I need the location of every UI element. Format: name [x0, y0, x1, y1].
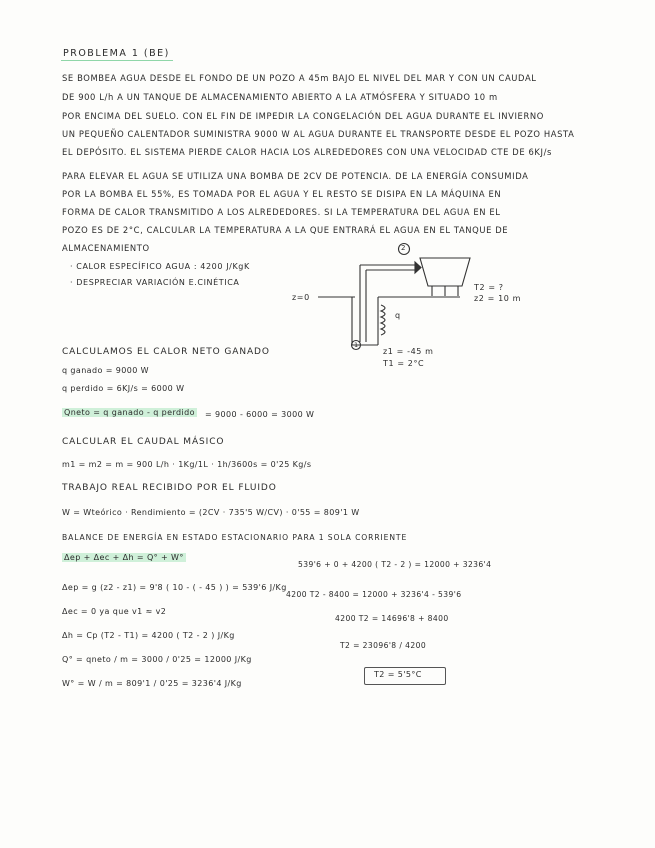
- statement-line: SE BOMBEA AGUA DESDE EL FONDO DE UN POZO A 45m BAJO EL NIVEL DEL MAR Y CON UN CAUDAL: [62, 73, 537, 83]
- label-heat: q: [395, 311, 401, 320]
- q-net: Qneto = q ganado - q perdido: [64, 408, 195, 417]
- mass-flow-formula: m1 = m2 = m = 900 L/h · 1Kg/1L · 1h/3600s = 0'25 Kg/s: [62, 460, 312, 469]
- node-1-label: 1: [354, 341, 359, 349]
- resolution-step-4: T2 = 23096'8 / 4200: [340, 641, 427, 650]
- section-mass-flow-heading: CALCULAR EL CAUDAL MÁSICO: [62, 437, 225, 447]
- statement-line: EL DEPÓSITO. EL SISTEMA PIERDE CALOR HACIA LOS ALREDEDORES CON UNA VELOCIDAD CTE DE 6KJ/s: [62, 147, 552, 157]
- label-z1: z1 = -45 m: [383, 347, 434, 356]
- section-energy-balance-heading: BALANCE DE ENERGÍA EN ESTADO ESTACIONARIO PARA 1 SOLA CORRIENTE: [62, 533, 408, 542]
- q-specific: Q° = qneto / m = 3000 / 0'25 = 12000 J/Kg: [62, 655, 252, 664]
- label-surface: z=0: [292, 293, 310, 302]
- delta-h: Δh = Cp (T2 - T1) = 4200 ( T2 - 2 ) J/Kg: [62, 631, 235, 640]
- hint-kinetic: · DESPRECIAR VARIACIÓN E.CINÉTICA: [70, 278, 240, 287]
- statement-line: FORMA DE CALOR TRANSMITIDO A LOS ALREDEDORES. SI LA TEMPERATURA DEL AGUA EN EL: [62, 207, 501, 217]
- delta-ec: Δec = 0 ya que v1 ≈ v2: [62, 607, 167, 616]
- w-specific: W° = W / m = 809'1 / 0'25 = 3236'4 J/Kg: [62, 679, 242, 688]
- q-gained: q ganado = 9000 W: [62, 366, 149, 375]
- label-t2: T2 = ?: [474, 283, 504, 292]
- hint-specific-heat: · CALOR ESPECÍFICO AGUA : 4200 J/KgK: [70, 262, 250, 271]
- final-answer: T2 = 5'5°C: [374, 670, 422, 679]
- statement-line: UN PEQUEÑO CALENTADOR SUMINISTRA 9000 W AL AGUA DURANTE EL TRANSPORTE DESDE EL POZO HASTA: [62, 129, 575, 139]
- section-work-heading: TRABAJO REAL RECIBIDO POR EL FLUIDO: [62, 483, 277, 493]
- statement-line: POZO ES DE 2°C, CALCULAR LA TEMPERATURA A LA QUE ENTRARÁ EL AGUA EN EL TANQUE DE: [62, 225, 509, 235]
- resolution-step-1: 539'6 + 0 + 4200 ( T2 - 2 ) = 12000 + 3236'4: [298, 560, 492, 569]
- resolution-step-2: 4200 T2 - 8400 = 12000 + 3236'4 - 539'6: [286, 590, 462, 599]
- q-net-result: = 9000 - 6000 = 3000 W: [205, 410, 315, 419]
- delta-ep: Δep = g (z2 - z1) = 9'8 ( 10 - ( - 45 ) ) = 539'6 J/Kg: [62, 583, 287, 592]
- statement-line: ALMACENAMIENTO: [62, 243, 150, 253]
- statement-line: POR LA BOMBA EL 55%, ES TOMADA POR EL AGUA Y EL RESTO SE DISIPA EN LA MÁQUINA EN: [62, 189, 502, 199]
- statement-line: POR ENCIMA DEL SUELO. CON EL FIN DE IMPEDIR LA CONGELACIÓN DEL AGUA DURANTE EL INVIERNO: [62, 111, 544, 121]
- work-formula: W = Wteórico · Rendimiento = (2CV · 735'5 W/CV) · 0'55 = 809'1 W: [62, 508, 360, 517]
- resolution-step-3: 4200 T2 = 14696'8 + 8400: [335, 614, 449, 623]
- section-net-heat-heading: CALCULAMOS EL CALOR NETO GANADO: [62, 347, 270, 357]
- statement-line: DE 900 L/h A UN TANQUE DE ALMACENAMIENTO ABIERTO A LA ATMÓSFERA Y SITUADO 10 m: [62, 92, 498, 102]
- label-t1: T1 = 2°C: [383, 359, 425, 368]
- statement-line: PARA ELEVAR EL AGUA SE UTILIZA UNA BOMBA DE 2CV DE POTENCIA. DE LA ENERGÍA CONSUMIDA: [62, 171, 529, 181]
- q-lost: q perdido = 6KJ/s = 6000 W: [62, 384, 185, 393]
- problem-title: PROBLEMA 1 (BE): [61, 48, 173, 61]
- energy-balance-eq: Δep + Δec + Δh = Q° + W°: [64, 553, 184, 562]
- node-2-label: 2: [401, 244, 407, 252]
- label-z2: z2 = 10 m: [474, 294, 521, 303]
